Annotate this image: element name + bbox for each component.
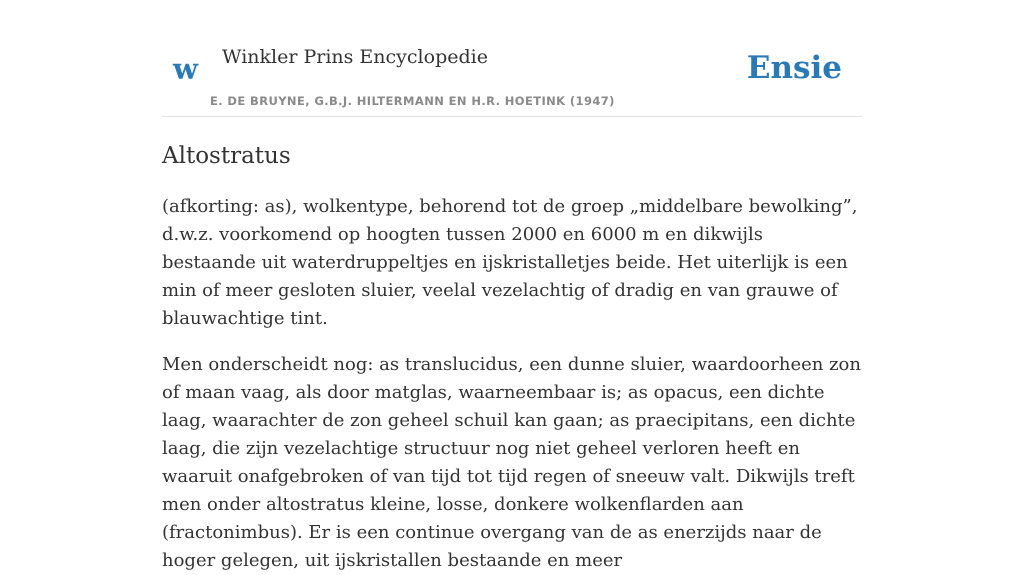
publication-title[interactable]: Winkler Prins Encyclopedie — [222, 46, 488, 68]
publication-authors: E. DE BRUYNE, G.B.J. HILTERMANN EN H.R. HOETINK (1947) — [210, 94, 615, 108]
entry-title: Altostratus — [162, 143, 291, 169]
entry-paragraph: Men onderscheidt nog: as translucidus, een dunne sluier, waardoorheen zon of maan vaag, als door matglas, waarneembaar is; as opacus, een dichte laag, waarachter de zon geheel schuil kan gaan; as praecipitans, een dichte laag, die zijn vezelachtige structuur nog niet geheel verloren heeft en waaruit onafgebroken of van tijd tot tijd regen of sneeuw valt. Dikwijls treft men onder altostratus kleine, losse, donkere wolkenflarden aan (fractonimbus). Er is een continue overgang van de as enerzijds naar de hoger gelegen, uit ijskristallen bestaande en meer — [162, 354, 861, 571]
ensie-logo[interactable]: Ensie — [746, 50, 842, 86]
header — [162, 0, 862, 117]
page — [162, 0, 862, 575]
publication-logo[interactable]: w — [173, 52, 198, 86]
entry-paragraph: (afkorting: as), wolkentype, behorend tot de groep „middelbare bewolking”, d.w.z. voorkomend op hoogten tussen 2000 en 6000 m en dikwijls bestaande uit waterdruppeltjes en ijskristalletjes beide. Het uiterlijk is een min of meer gesloten sluier, veelal vezelachtig of dradig en van grauwe of blauwachtige tint. — [162, 196, 858, 329]
